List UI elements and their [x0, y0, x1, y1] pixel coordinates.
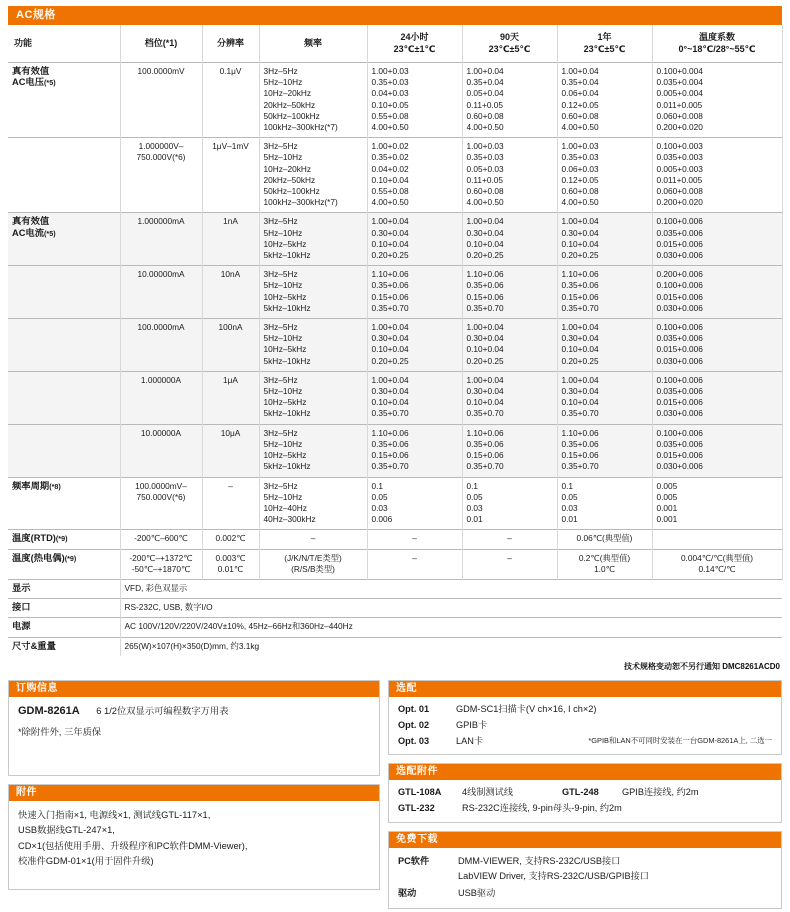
row-range: -200℃–+1372℃ -50℃–+1870℃ — [120, 549, 202, 579]
row-range: 10.00000A — [120, 424, 202, 477]
optional-accessory-key: GTL-232 — [398, 803, 435, 814]
accessory-line: 校准件GDM-01×1(用于固件升级) — [18, 856, 154, 867]
option-value: LAN卡 — [456, 735, 484, 746]
row-24h-accuracy: 1.00+0.04 0.30+0.04 0.10+0.04 0.20+0.25 — [367, 213, 462, 266]
row-frequency: 3Hz–5Hz 5Hz–10Hz 10Hz–5kHz 5kHz–10kHz — [259, 319, 367, 372]
header-temp-coefficient: 温度系数 0°~18℃/28°~55℃ — [652, 25, 782, 63]
row-value: AC 100V/120V/220V/240V±10%, 45Hz–66Hz和360Hz–440Hz — [120, 618, 782, 637]
download-key: 驱动 — [398, 887, 417, 898]
row-temp-coefficient: 0.100+0.006 0.035+0.006 0.015+0.006 0.030+0.006 — [652, 371, 782, 424]
row-range: 10.00000mA — [120, 266, 202, 319]
header-1y: 1年 23℃±5℃ — [557, 25, 652, 63]
header-24h: 24小时 23℃±1℃ — [367, 25, 462, 63]
row-1y-accuracy: 1.00+0.04 0.30+0.04 0.10+0.04 0.20+0.25 — [557, 319, 652, 372]
row-temp-coefficient: 0.005 0.005 0.001 0.001 — [652, 477, 782, 530]
accessories-body — [9, 801, 379, 889]
options-title: 选配 — [389, 681, 781, 697]
row-24h-accuracy: 0.1 0.05 0.03 0.006 — [367, 477, 462, 530]
row-resolution: 1μA — [202, 371, 259, 424]
table-row — [8, 138, 782, 213]
ordering-body — [9, 697, 379, 775]
table-row — [8, 424, 782, 477]
row-temp-coefficient: 0.100+0.004 0.035+0.004 0.005+0.004 0.011+0.005 0.060+0.008 0.200+0.020 — [652, 63, 782, 138]
header-range: 档位(*1) — [120, 25, 202, 63]
option-row — [398, 701, 772, 717]
row-90d-accuracy: – — [462, 549, 557, 579]
row-24h-accuracy: 1.00+0.04 0.30+0.04 0.10+0.04 0.35+0.70 — [367, 371, 462, 424]
row-temp-coefficient: 0.004℃/℃(典型值) 0.14℃/℃ — [652, 549, 782, 579]
row-function: 电源 — [8, 618, 120, 637]
row-resolution: 0.002℃ — [202, 530, 259, 549]
row-1y-accuracy: 1.00+0.03 0.35+0.03 0.06+0.03 0.12+0.05 0.60+0.08 4.00+0.50 — [557, 138, 652, 213]
row-frequency: 3Hz–5Hz 5Hz–10Hz 10Hz–5kHz 5kHz–10kHz — [259, 213, 367, 266]
optional-accessory-value: 4线制测试线 — [462, 786, 514, 797]
options-body — [389, 697, 781, 754]
download-value: DMM-VIEWER, 支持RS-232C/USB接口 LabVIEW Driver, 支持RS-232C/USB/GPIB接口 — [458, 855, 649, 881]
row-temp-coefficient: 0.100+0.006 0.035+0.006 0.015+0.006 0.030+0.006 — [652, 424, 782, 477]
table-row — [8, 579, 782, 598]
row-function: 接口 — [8, 599, 120, 618]
row-24h-accuracy: 1.00+0.03 0.35+0.03 0.04+0.03 0.10+0.05 0.55+0.08 4.00+0.50 — [367, 63, 462, 138]
row-temp-coefficient: 0.100+0.003 0.035+0.003 0.005+0.003 0.011+0.005 0.060+0.008 0.200+0.020 — [652, 138, 782, 213]
option-value: GPIB卡 — [456, 719, 488, 730]
row-1y-accuracy: 0.1 0.05 0.03 0.01 — [557, 477, 652, 530]
row-function: 尺寸&重量 — [8, 637, 120, 656]
row-range: 100.0000mV– 750.000V(*6) — [120, 477, 202, 530]
row-range: 1.000000V– 750.000V(*6) — [120, 138, 202, 213]
header-function: 功能 — [8, 25, 120, 63]
row-90d-accuracy: 1.00+0.04 0.30+0.04 0.10+0.04 0.20+0.25 — [462, 213, 557, 266]
row-frequency: 3Hz–5Hz 5Hz–10Hz 10Hz–5kHz 5kHz–10kHz — [259, 424, 367, 477]
option-key: Opt. 02 — [398, 719, 430, 730]
row-90d-accuracy: 1.00+0.04 0.30+0.04 0.10+0.04 0.20+0.25 — [462, 319, 557, 372]
option-key: Opt. 01 — [398, 703, 430, 714]
row-resolution: 10μA — [202, 424, 259, 477]
accessories-panel — [8, 784, 380, 890]
table-row — [8, 599, 782, 618]
row-frequency: 3Hz–5Hz 5Hz–10Hz 10Hz–20kHz 20kHz–50kHz 50kHz–100kHz 100kHz–300kHz(*7) — [259, 138, 367, 213]
row-1y-accuracy: 1.00+0.04 0.30+0.04 0.10+0.04 0.35+0.70 — [557, 371, 652, 424]
downloads-panel — [388, 831, 782, 909]
row-temp-coefficient: 0.200+0.006 0.100+0.006 0.015+0.006 0.030+0.006 — [652, 266, 782, 319]
options-panel — [388, 680, 782, 755]
row-90d-accuracy: 1.00+0.03 0.35+0.03 0.05+0.03 0.11+0.05 0.60+0.08 4.00+0.50 — [462, 138, 557, 213]
ac-spec-table — [8, 25, 783, 656]
option-note: *GPIB和LAN不可同时安装在一台GDM-8261A上, 二选一 — [588, 735, 772, 745]
row-90d-accuracy: – — [462, 530, 557, 549]
row-function: 频率周期(*8) — [8, 477, 120, 530]
ordering-model: GDM-8261A — [18, 704, 80, 717]
optional-accessory-row — [398, 784, 772, 801]
row-function — [8, 319, 120, 372]
row-function: 真有效值 AC电流(*5) — [8, 213, 120, 266]
row-1y-accuracy: 1.00+0.04 0.35+0.04 0.06+0.04 0.12+0.05 0.60+0.08 4.00+0.50 — [557, 63, 652, 138]
ordering-note: *除附件外, 三年质保 — [18, 726, 102, 737]
row-1y-accuracy: 0.06℃(典型值) — [557, 530, 652, 549]
ordering-title: 订购信息 — [9, 681, 379, 697]
row-90d-accuracy: 0.1 0.05 0.03 0.01 — [462, 477, 557, 530]
row-1y-accuracy: 1.00+0.04 0.30+0.04 0.10+0.04 0.20+0.25 — [557, 213, 652, 266]
accessory-line: 快速入门指南×1, 电源线×1, 测试线GTL-117×1, — [18, 809, 211, 820]
option-value: GDM-SC1扫描卡(V ch×16, I ch×2) — [456, 703, 597, 714]
row-function: 真有效值 AC电压(*5) — [8, 63, 120, 138]
row-frequency: 3Hz–5Hz 5Hz–10Hz 10Hz–40Hz 40Hz–300kHz — [259, 477, 367, 530]
download-row — [398, 853, 772, 885]
table-header-row — [8, 25, 782, 63]
bottom-right-column — [388, 680, 782, 912]
row-24h-accuracy: 1.10+0.06 0.35+0.06 0.15+0.06 0.35+0.70 — [367, 424, 462, 477]
row-function — [8, 371, 120, 424]
row-resolution: 0.1μV — [202, 63, 259, 138]
header-90d: 90天 23℃±5℃ — [462, 25, 557, 63]
downloads-body — [389, 848, 781, 908]
row-function — [8, 424, 120, 477]
spec-disclaimer: 技术规格变动恕不另行通知 DMC8261ACD0 — [623, 661, 780, 671]
row-resolution: – — [202, 477, 259, 530]
row-value: RS-232C, USB, 数字I/O — [120, 599, 782, 618]
row-function: 温度(RTD)(*9) — [8, 530, 120, 549]
row-1y-accuracy: 0.2℃(典型值) 1.0℃ — [557, 549, 652, 579]
row-frequency: (J/K/N/T/E类型) (R/S/B类型) — [259, 549, 367, 579]
row-function — [8, 266, 120, 319]
option-row — [398, 733, 772, 749]
table-row — [8, 618, 782, 637]
accessory-line: USB数据线GTL-247×1, — [18, 825, 115, 836]
optional-accessories-body — [389, 780, 781, 822]
row-24h-accuracy: – — [367, 530, 462, 549]
header-resolution: 分辨率 — [202, 25, 259, 63]
download-row — [398, 885, 772, 902]
optional-accessory-key: GTL-108A — [398, 786, 442, 797]
table-row — [8, 319, 782, 372]
table-row — [8, 213, 782, 266]
table-row — [8, 63, 782, 138]
downloads-title: 免费下载 — [389, 832, 781, 848]
row-90d-accuracy: 1.00+0.04 0.30+0.04 0.10+0.04 0.35+0.70 — [462, 371, 557, 424]
ordering-description: 6 1/2位双显示可编程数字万用表 — [96, 705, 229, 716]
row-value: VFD, 彩色双显示 — [120, 579, 782, 598]
ac-spec-section-title: AC规格 — [8, 6, 782, 25]
row-function: 显示 — [8, 579, 120, 598]
row-resolution: 1nA — [202, 213, 259, 266]
optional-accessories-panel — [388, 763, 782, 823]
table-row — [8, 637, 782, 656]
table-row — [8, 530, 782, 549]
row-resolution: 10nA — [202, 266, 259, 319]
table-row — [8, 549, 782, 579]
row-value: 265(W)×107(H)×350(D)mm, 约3.1kg — [120, 637, 782, 656]
row-resolution: 1μV–1mV — [202, 138, 259, 213]
row-1y-accuracy: 1.10+0.06 0.35+0.06 0.15+0.06 0.35+0.70 — [557, 424, 652, 477]
ordering-model-row — [18, 704, 370, 719]
row-24h-accuracy: 1.00+0.04 0.30+0.04 0.10+0.04 0.20+0.25 — [367, 319, 462, 372]
download-key: PC软件 — [398, 855, 430, 866]
row-90d-accuracy: 1.10+0.06 0.35+0.06 0.15+0.06 0.35+0.70 — [462, 424, 557, 477]
bottom-panels — [8, 680, 782, 912]
table-row — [8, 371, 782, 424]
row-function: 温度(热电偶)(*9) — [8, 549, 120, 579]
option-key: Opt. 03 — [398, 735, 430, 746]
row-90d-accuracy: 1.10+0.06 0.35+0.06 0.15+0.06 0.35+0.70 — [462, 266, 557, 319]
ordering-panel — [8, 680, 380, 776]
row-resolution: 0.003℃ 0.01℃ — [202, 549, 259, 579]
header-frequency: 频率 — [259, 25, 367, 63]
row-function — [8, 138, 120, 213]
row-range: 1.000000A — [120, 371, 202, 424]
row-resolution: 100nA — [202, 319, 259, 372]
row-temp-coefficient: 0.100+0.006 0.035+0.006 0.015+0.006 0.030+0.006 — [652, 213, 782, 266]
row-24h-accuracy: 1.00+0.02 0.35+0.02 0.04+0.02 0.10+0.04 0.55+0.08 4.00+0.50 — [367, 138, 462, 213]
row-range: -200℃–600℃ — [120, 530, 202, 549]
row-24h-accuracy: – — [367, 549, 462, 579]
row-frequency: – — [259, 530, 367, 549]
row-frequency: 3Hz–5Hz 5Hz–10Hz 10Hz–5kHz 5kHz–10kHz — [259, 266, 367, 319]
bottom-left-column — [8, 680, 380, 912]
row-range: 100.0000mA — [120, 319, 202, 372]
row-range: 1.000000mA — [120, 213, 202, 266]
optional-accessory-value: RS-232C连接线, 9-pin母头-9-pin, 约2m — [462, 803, 622, 814]
row-range: 100.0000mV — [120, 63, 202, 138]
accessories-title: 附件 — [9, 785, 379, 801]
download-value: USB驱动 — [458, 887, 496, 898]
row-90d-accuracy: 1.00+0.04 0.35+0.04 0.05+0.04 0.11+0.05 0.60+0.08 4.00+0.50 — [462, 63, 557, 138]
accessory-line: CD×1(包括使用手册、升级程序和PC软件DMM-Viewer), — [18, 840, 248, 851]
row-temp-coefficient: 0.100+0.006 0.035+0.006 0.015+0.006 0.030+0.006 — [652, 319, 782, 372]
table-row — [8, 477, 782, 530]
row-frequency: 3Hz–5Hz 5Hz–10Hz 10Hz–5kHz 5kHz–10kHz — [259, 371, 367, 424]
option-row — [398, 717, 772, 733]
row-temp-coefficient — [652, 530, 782, 549]
row-24h-accuracy: 1.10+0.06 0.35+0.06 0.15+0.06 0.35+0.70 — [367, 266, 462, 319]
optional-accessory-row — [398, 800, 772, 817]
optional-accessories-title: 选配附件 — [389, 764, 781, 780]
optional-accessory-value-2: GPIB连接线, 约2m — [622, 786, 699, 797]
row-frequency: 3Hz–5Hz 5Hz–10Hz 10Hz–20kHz 20kHz–50kHz 50kHz–100kHz 100kHz–300kHz(*7) — [259, 63, 367, 138]
table-row — [8, 266, 782, 319]
optional-accessory-key-2: GTL-248 — [562, 786, 599, 797]
row-1y-accuracy: 1.10+0.06 0.35+0.06 0.15+0.06 0.35+0.70 — [557, 266, 652, 319]
